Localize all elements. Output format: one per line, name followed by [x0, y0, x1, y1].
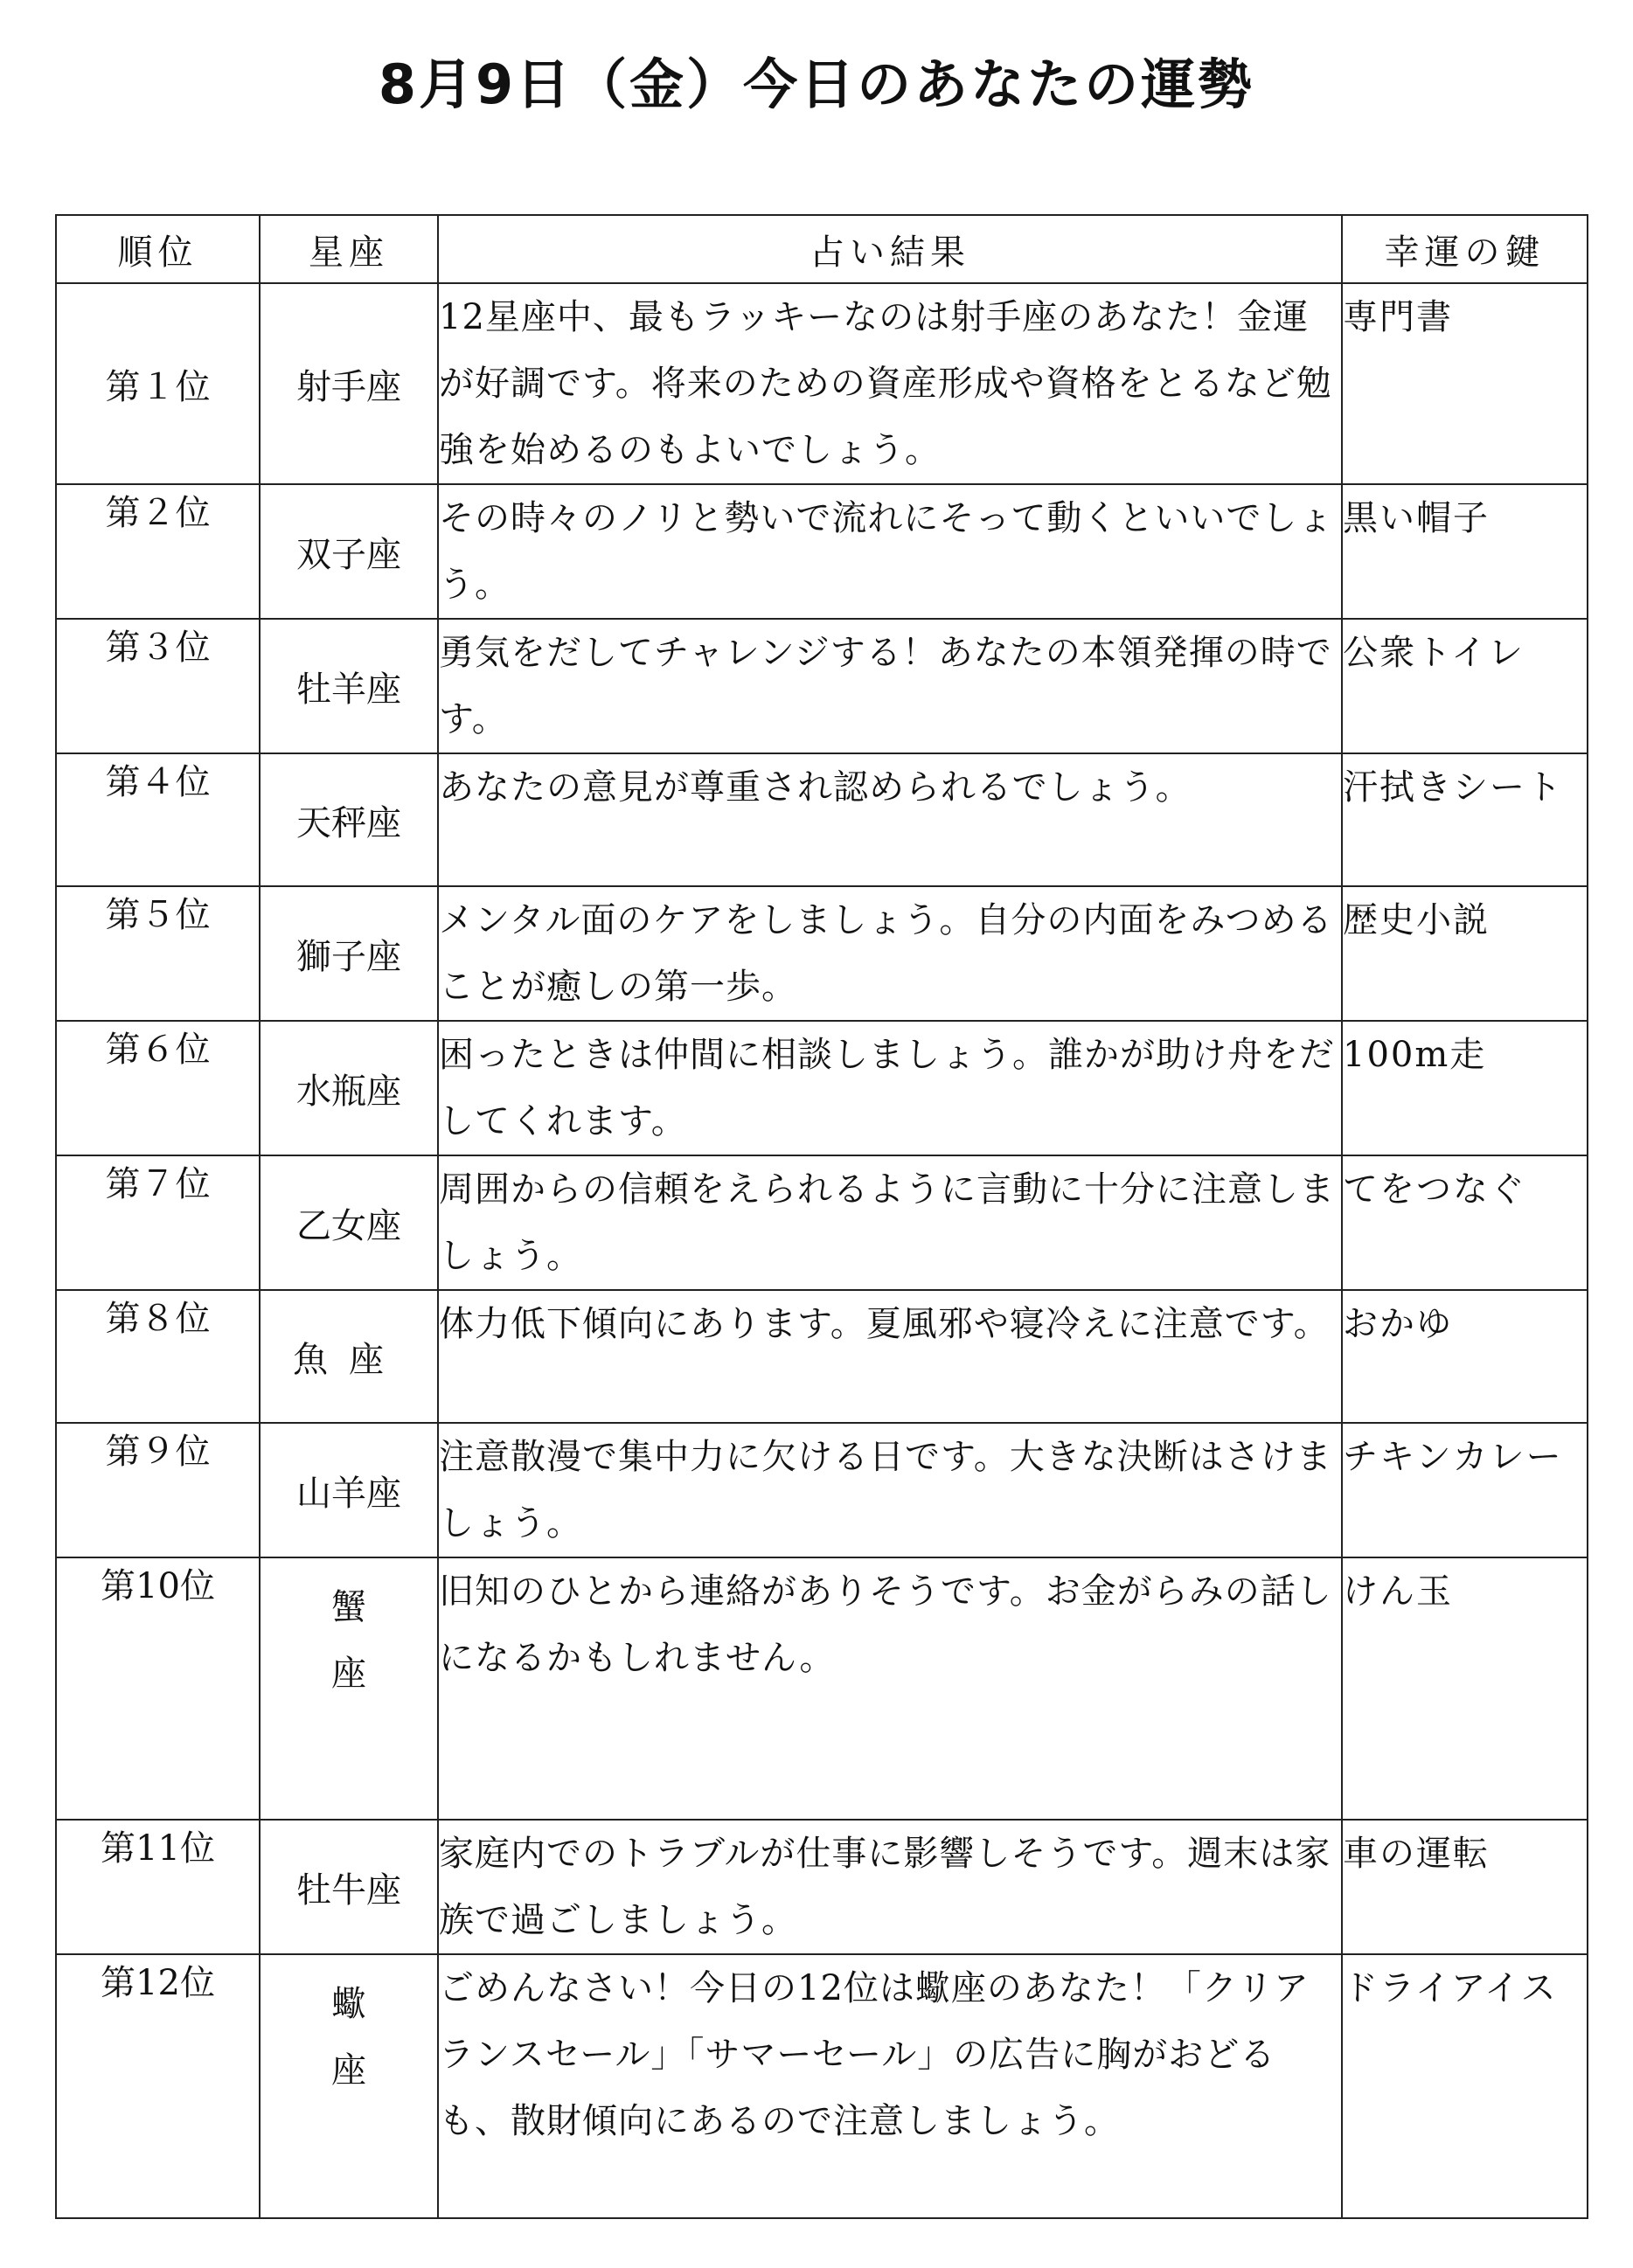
result-cell: メンタル面のケアをしましょう。自分の内面をみつめることが癒しの第一歩。 [438, 886, 1342, 1021]
lucky-key-cell: 車の運転 [1342, 1820, 1588, 1954]
sign-vertical [261, 1574, 437, 1707]
sign-cell: 天秤座 [260, 753, 438, 886]
sign-char: 座 [331, 2050, 366, 2091]
sign-cell: 乙女座 [260, 1155, 438, 1290]
rank-cell: 第４位 [56, 753, 260, 886]
lucky-key-cell: 黒い帽子 [1342, 484, 1588, 619]
page-title: 8月9日（金）今日のあなたの運勢 [378, 52, 1255, 116]
lucky-key-cell: 公衆トイレ [1342, 619, 1588, 753]
result-cell: 周囲からの信頼をえられるように言動に十分に注意しましょう。 [438, 1155, 1342, 1290]
sign-cell: 獅子座 [260, 886, 438, 1021]
table-row [56, 484, 1588, 619]
result-cell: 12星座中、最もラッキーなのは射手座のあなた！金運が好調です。将来のための資産形成や資格をとるなど勉強を始めるのもよいでしょう。 [438, 283, 1342, 484]
sign-cell: 双子座 [260, 484, 438, 619]
lucky-key-cell: チキンカレー [1342, 1423, 1588, 1557]
result-cell: あなたの意見が尊重され認められるでしょう。 [438, 753, 1342, 886]
result-cell: 注意散漫で集中力に欠ける日です。大きな決断はさけましょう。 [438, 1423, 1342, 1557]
sign-char: 座 [331, 1654, 366, 1694]
lucky-key-cell: けん玉 [1342, 1557, 1588, 1820]
table-row [56, 1423, 1588, 1557]
sign-char: 蠍 [331, 1984, 366, 2024]
sign-cell [260, 1954, 438, 2218]
header-row [56, 215, 1588, 283]
sign-cell: 水瓶座 [260, 1021, 438, 1155]
sign-cell: 牡羊座 [260, 619, 438, 753]
rank-cell: 第１位 [56, 283, 260, 484]
header-sign: 星座 [260, 215, 438, 283]
rank-cell: 第８位 [56, 1290, 260, 1423]
sign-cell: 魚座 [260, 1290, 438, 1423]
sign-cell: 牡牛座 [260, 1820, 438, 1954]
result-cell: ごめんなさい！今日の12位は蠍座のあなた！「クリアランスセール」「サマーセール」の広告に胸がおどるも、散財傾向にあるので注意しましょう。 [438, 1954, 1342, 2218]
table-row [56, 1557, 1588, 1820]
result-cell: 体力低下傾向にあります。夏風邪や寝冷えに注意です。 [438, 1290, 1342, 1423]
rank-cell: 第９位 [56, 1423, 260, 1557]
rank-cell: 第６位 [56, 1021, 260, 1155]
rank-cell: 第３位 [56, 619, 260, 753]
header-result: 占い結果 [438, 215, 1342, 283]
sign-cell: 山羊座 [260, 1423, 438, 1557]
lucky-key-cell: 100m走 [1342, 1021, 1588, 1155]
result-cell: その時々のノリと勢いで流れにそって動くといいでしょう。 [438, 484, 1342, 619]
rank-cell: 第10位 [56, 1557, 260, 1820]
rank-cell: 第２位 [56, 484, 260, 619]
table-row [56, 1021, 1588, 1155]
rank-cell: 第11位 [56, 1820, 260, 1954]
lucky-key-cell: てをつなぐ [1342, 1155, 1588, 1290]
result-cell: 勇気をだしてチャレンジする！あなたの本領発揮の時です。 [438, 619, 1342, 753]
sign-vertical [261, 1971, 437, 2104]
lucky-key-cell: 歴史小説 [1342, 886, 1588, 1021]
header-lucky-key: 幸運の鍵 [1342, 215, 1588, 283]
rank-cell: 第７位 [56, 1155, 260, 1290]
table-row [56, 1290, 1588, 1423]
lucky-key-cell: ドライアイス [1342, 1954, 1588, 2218]
table-row [56, 753, 1588, 886]
table-row [56, 1820, 1588, 1954]
lucky-key-cell: おかゆ [1342, 1290, 1588, 1423]
rank-cell: 第12位 [56, 1954, 260, 2218]
table-row [56, 283, 1588, 484]
rank-cell: 第５位 [56, 886, 260, 1021]
lucky-key-cell: 汗拭きシート [1342, 753, 1588, 886]
header-rank: 順位 [56, 215, 260, 283]
result-cell: 困ったときは仲間に相談しましょう。誰かが助け舟をだしてくれます。 [438, 1021, 1342, 1155]
sign-cell [260, 1557, 438, 1820]
lucky-key-cell: 専門書 [1342, 283, 1588, 484]
table-row [56, 886, 1588, 1021]
sign-cell: 射手座 [260, 283, 438, 484]
result-cell: 旧知のひとから連絡がありそうです。お金がらみの話しになるかもしれません。 [438, 1557, 1342, 1820]
sign-char: 蟹 [331, 1587, 366, 1627]
result-cell: 家庭内でのトラブルが仕事に影響しそうです。週末は家族で過ごしましょう。 [438, 1820, 1342, 1954]
fortune-table [55, 214, 1588, 2219]
table-row [56, 1954, 1588, 2218]
table-row [56, 619, 1588, 753]
table-row [56, 1155, 1588, 1290]
